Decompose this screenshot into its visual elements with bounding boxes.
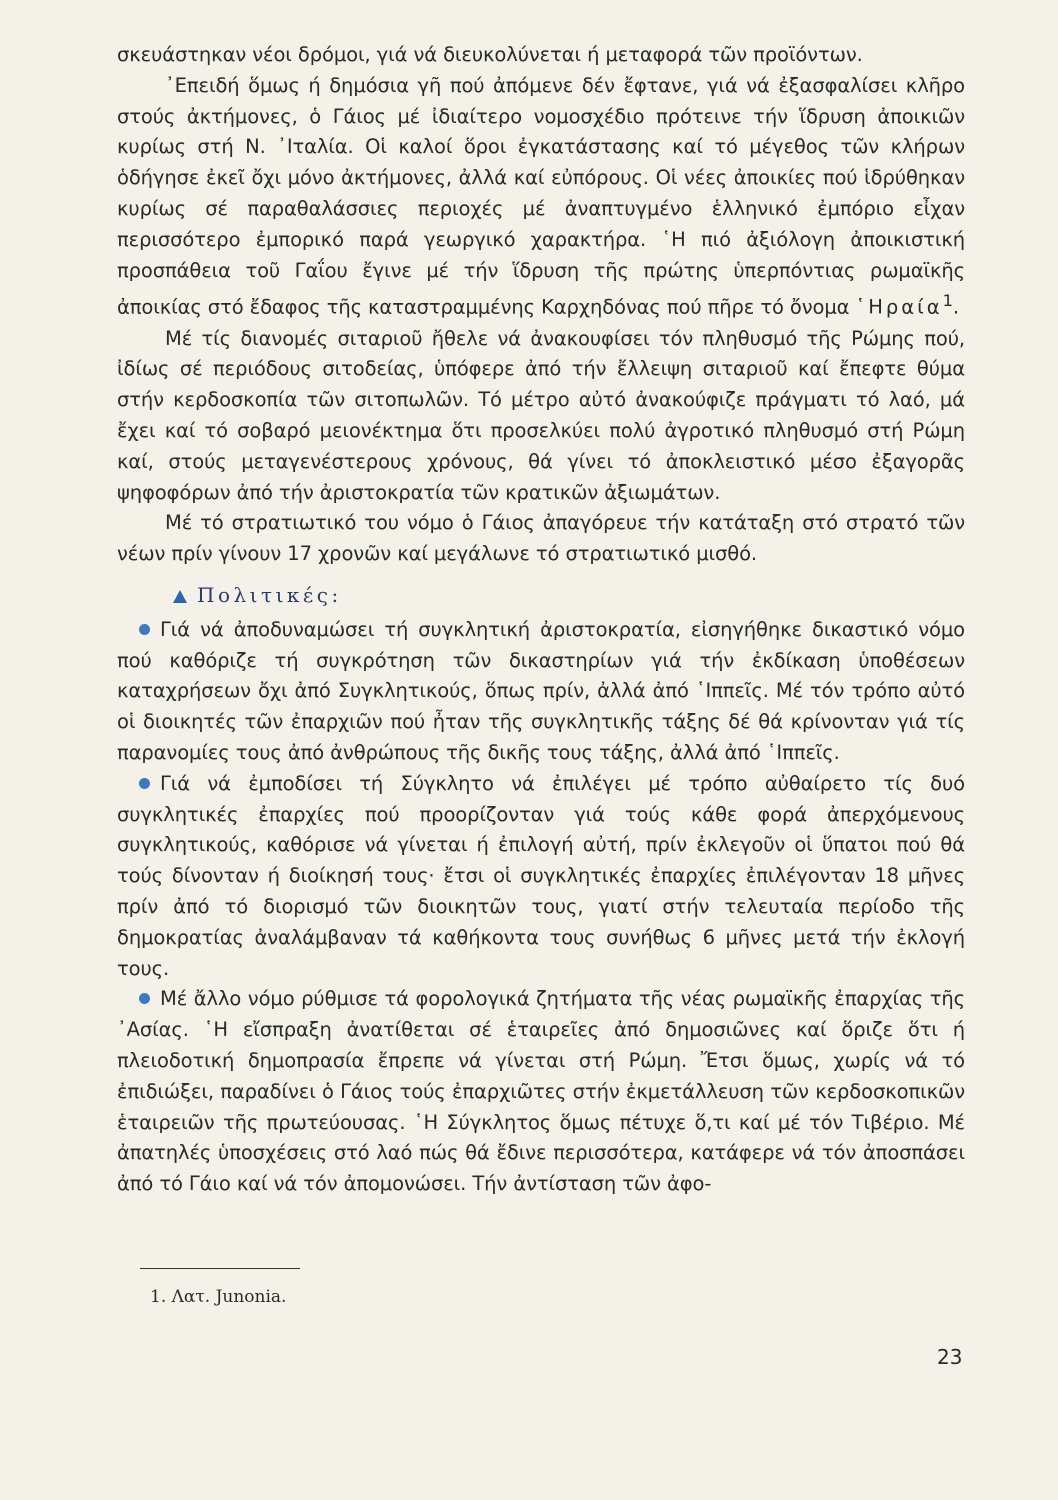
- colony-name: ῾Ηραία: [855, 295, 943, 319]
- paragraph-continuation: σκευάστηκαν νέοι δρόμοι, γιά νά διευκολύνεται ή μεταφορά τῶν προϊόντων.: [117, 43, 863, 66]
- footnote-marker: 1: [942, 291, 953, 311]
- footnote: 1. Λατ. Junonia.: [150, 1287, 287, 1307]
- paragraph-colonies: [117, 71, 965, 324]
- body-text: [117, 40, 965, 1200]
- bullet-item: [117, 769, 965, 985]
- bullet-item: [117, 984, 965, 1200]
- bullet-dot-icon: [139, 778, 150, 789]
- bullet-text: Μέ ἄλλο νόμο ρύθμισε τά φορολογικά ζητήματα τῆς νέας ρωμαϊκῆς ἐπαρχίας τῆς ᾿Ασίας. ῾Η εἴσπραξη ἀνατίθεται σέ ἑταιρεῖες ἀπό δημοσιῶνες καί ὅριζε ὅτι ή πλειοδοτική δημοπρασία ἔπρεπε νά γίνεται στή Ρώμη. Ἔτσι ὅμως, χωρίς νά τό ἐπιδιώξει, παραδίνει ὁ Γάιος τούς ἐπαρχιῶτες στήν ἐκμετάλλευση τῶν κερδοσκοπικῶν ἑταιρειῶν τῆς πρωτεύουσας. ῾Η Σύγκλητος ὅμως πέτυχε ὅ,τι καί μέ τόν Τιβέριο. Μέ ἀπατηλές ὑποσχέσεις στό λαό πώς θά ἔδινε περισσότερα, κατάφερε νά τόν ἀποσπάσει ἀπό τό Γάιο καί νά τόν ἀπομονώσει. Τήν ἀντίσταση τῶν ἀφο-: [117, 987, 965, 1196]
- bullet-dot-icon: [139, 624, 150, 635]
- bullet-item: [117, 615, 965, 769]
- bullet-text: Γιά νά ἀποδυναμώσει τή συγκλητική ἀριστοκρατία, εἰσηγήθηκε δικαστικό νόμο πού καθόριζε τή συγκρότηση τῶν δικαστηρίων γιά τήν ἐκδίκαση ὑποθέσεων καταχρήσεων ὄχι ἀπό Συγκλητικούς, ὅπως πρίν, ἀλλά ἀπό ῾Ιππεῖς. Μέ τόν τρόπο αὐτό οἱ διοικητές τῶν ἐπαρχιῶν πού ἦταν τῆς συγκλητικῆς τάξης δέ θά κρίνονταν γιά τίς παρανομίες τους ἀπό ἀνθρώπους τῆς δικῆς τους τάξης, ἀλλά ἀπό ῾Ιππεῖς.: [117, 617, 965, 765]
- sentence-end: .: [952, 295, 959, 319]
- bullet-dot-icon: [139, 993, 150, 1004]
- footnote-divider: [140, 1268, 300, 1269]
- section-heading: [173, 580, 965, 611]
- paragraph-colonies-text: ᾿Επειδή ὅμως ή δημόσια γῆ πού ἀπόμενε δέν ἔφτανε, γιά νά ἐξασφαλίσει κλῆρο στούς ἀκτήμονες, ὁ Γάιος μέ ἰδιαίτερο νομοσχέδιο πρότεινε τήν ἵδρυση ἀποικιῶν κυρίως στή Ν. ᾿Ιταλία. Οἱ καλοί ὅροι ἐγκατάστασης καί τό μέγεθος τῶν κλήρων ὁδήγησε ἐκεῖ ὄχι μόνο ἀκτήμονες, ἀλλά καί εὐπόρους. Οἱ νέες ἀποικίες πού ἱδρύθηκαν κυρίως σέ παραθαλάσσιες περιοχές μέ ἀναπτυγμένο ἑλληνικό ἐμπόριο εἶχαν περισσότερο ἐμπορικό παρά γεωργικό χαρακτήρα. ῾Η πιό ἀξιόλογη ἀποικιστική προσπάθεια τοῦ Γαΐου ἔγινε μέ τήν ἵδρυση τῆς πρώτης ὑπερπόντιας ρωμαϊκῆς ἀποικίας στό ἔδαφος τῆς καταστραμμένης Καρχηδόνας πού πῆρε τό ὄνομα: [117, 73, 965, 319]
- triangle-icon: [173, 590, 187, 603]
- page-number: 23: [937, 1345, 963, 1369]
- paragraph-grain: Μέ τίς διανομές σιταριοῦ ἤθελε νά ἀνακουφίσει τόν πληθυσμό τῆς Ρώμης πού, ἰδίως σέ περιόδους σιτοδείας, ὑπόφερε ἀπό τήν ἔλλειψη σιταριοῦ καί ἔπεφτε θύμα στήν κερδοσκοπία τῶν σιτοπωλῶν. Τό μέτρο αὐτό ἀνακούφιζε πράγματι τό λαό, μά ἔχει καί τό σοβαρό μειονέκτημα ὅτι προσελκύει πολύ ἀγροτικό πληθυσμό στή Ρώμη καί, στούς μεταγενέστερους χρόνους, θά γίνει τό ἀποκλειστικό μέσο ἐξαγορᾶς ψηφοφόρων ἀπό τήν ἀριστοκρατία τῶν κρατικῶν ἀξιωμάτων.: [117, 326, 965, 504]
- paragraph-military: Μέ τό στρατιωτικό του νόμο ὁ Γάιος ἀπαγόρευε τήν κατάταξη στό στρατό τῶν νέων πρίν γίνουν 17 χρονῶν καί μεγάλωνε τό στρατιωτικό μισθό.: [117, 511, 965, 566]
- section-heading-label: Πολιτικές:: [197, 583, 342, 608]
- bullet-text: Γιά νά ἐμποδίσει τή Σύγκλητο νά ἐπιλέγει μέ τρόπο αὐθαίρετο τίς δυό συγκλητικές ἐπαρχίες πού προορίζονταν γιά τούς κάθε φορά ἀπερχόμενους συγκλητικούς, καθόρισε νά γίνεται ή ἐπιλογή αὐτή, πρίν ἐκλεγοῦν οἱ ὕπατοι πού θά τούς δίνονταν ή διοίκησή τους· ἔτσι οἱ συγκλητικές ἐπαρχίες ἐπιλέγονταν 18 μῆνες πρίν ἀπό τό διορισμό τῶν διοικητῶν τους, γιατί στήν τελευταία περίοδο τῆς δημοκρατίας ἀναλάμβαναν τά καθήκοντα τους συνήθως 6 μῆνες μετά τήν ἐκλογή τους.: [117, 771, 965, 980]
